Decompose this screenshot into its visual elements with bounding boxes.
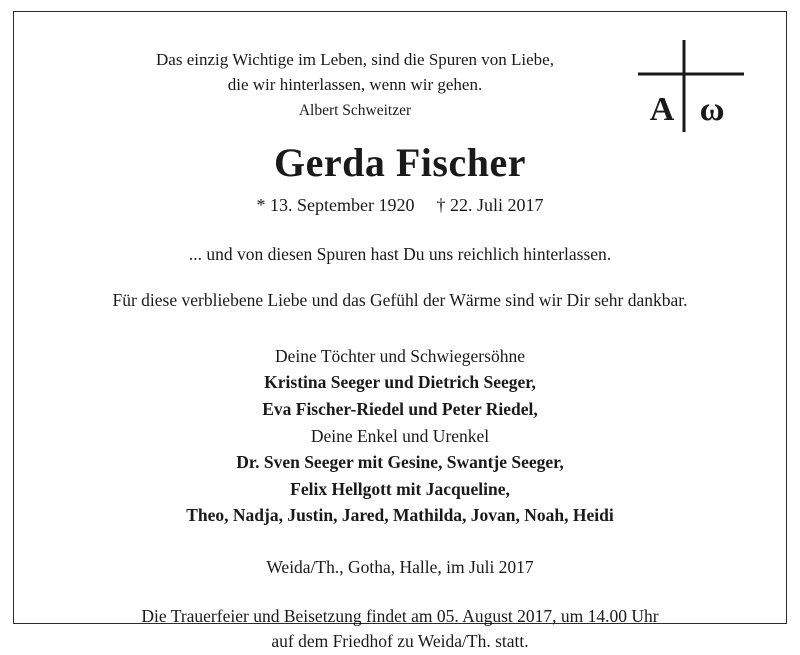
places-and-date: Weida/Th., Gotha, Halle, im Juli 2017 [266,556,534,577]
memorial-text-1: ... und von diesen Spuren hast Du uns reichlich hinterlassen. [188,243,612,264]
grandchildren-line-3: Theo, Nadja, Justin, Jared, Mathilda, Jovan, Noah, Heidi [186,505,614,526]
funeral-line-1: Die Trauerfeier und Beisetzung findet am 05. August 2017, um 14.00 Uhr [141,605,659,626]
death-date: † 22. Juli 2017 [436,194,544,215]
memorial-text-2: Für diese verbliebene Liebe und das Gefühl der Wärme sind wir Dir sehr dankbar. [112,290,688,311]
obituary-card [13,11,787,652]
grandchildren-line-1: Dr. Sven Seeger mit Gesine, Swantje Seeger, [236,452,564,473]
family-couple-2: Eva Fischer-Riedel und Peter Riedel, [262,398,538,419]
quote-line-1: Das einzig Wichtige im Leben, sind die Spuren von Liebe, [156,50,554,69]
cross-alpha-omega-icon [636,38,746,134]
family-block [48,343,752,529]
funeral-line-2: auf dem Friedhof zu Weida/Th. statt. [271,631,529,652]
deceased-name: Gerda Fischer [274,139,526,185]
grandchildren-intro: Deine Enkel und Urenkel [310,425,490,446]
family-intro: Deine Töchter und Schwiegersöhne [275,345,525,366]
birth-date: * 13. September 1920 [256,194,415,215]
quote-line-2: die wir hinterlassen, wenn wir gehen. [227,74,483,94]
svg-text:ω: ω [699,91,725,128]
life-dates [48,195,752,216]
grandchildren-line-2: Felix Hellgott mit Jacqueline, [290,478,510,499]
family-couple-1: Kristina Seeger und Dietrich Seeger, [264,372,536,393]
quote-author: Albert Schweitzer [298,102,412,120]
funeral-details [48,604,752,655]
svg-text:A: A [649,91,675,128]
